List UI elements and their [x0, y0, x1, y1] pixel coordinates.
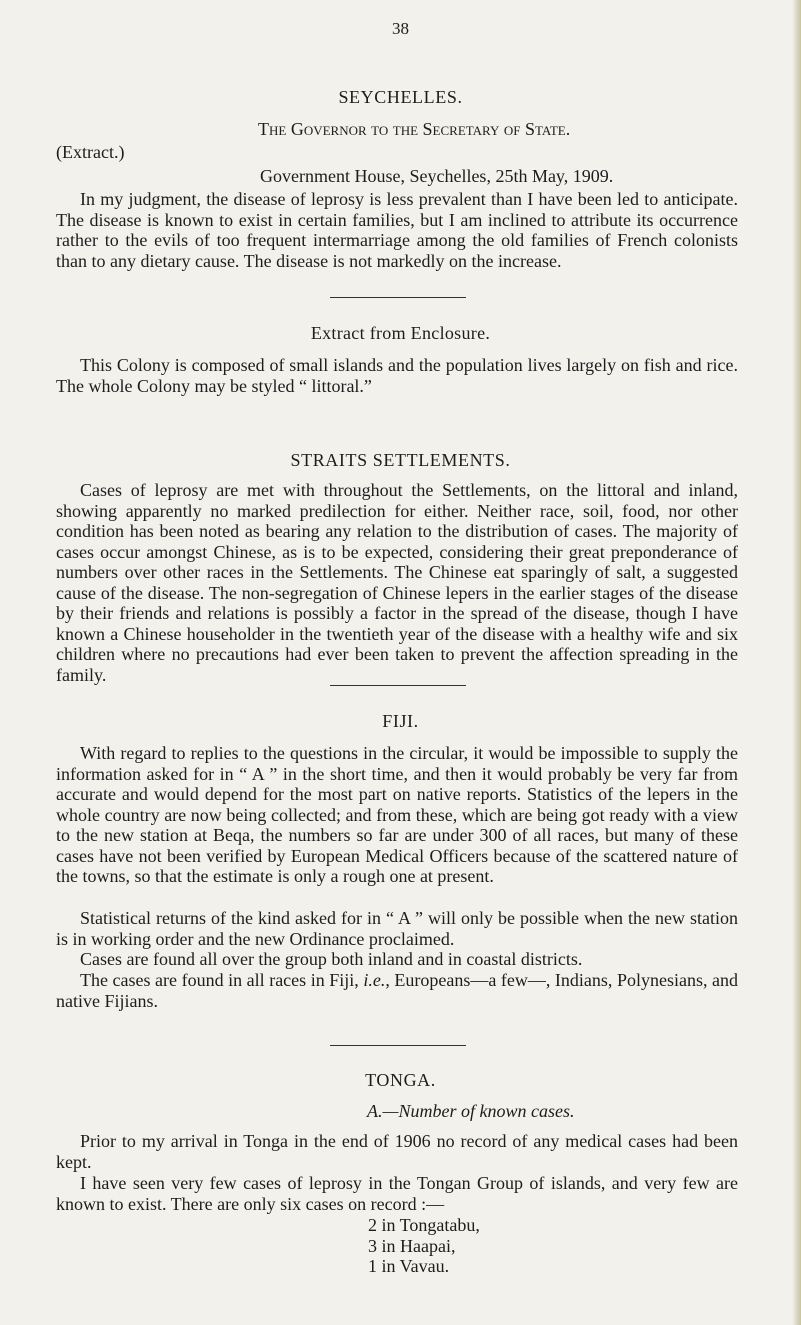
fiji-paragraph-1: With regard to replies to the questions in the circular, it would be impossible to supply the information asked for in “ A ” in the short time, and then it would probably be very far from accurate and would depend for the most part on native reports. Statistics of the lepers in the whole country are now being collected; and from these, which are being got ready with a view to the new station at Beqa, the numbers so far are under 300 of all races, but many of these cases have not been verified by European Medical Officers because of the scattered nature of the towns, so that the estimate is only a rough one at present. — [56, 743, 738, 886]
case-list-item: 1 in Vavau. — [368, 1256, 450, 1276]
seychelles-heading: SEYCHELLES. — [338, 87, 463, 107]
tonga-subheading-letter: A — [367, 1101, 378, 1121]
fiji-paragraph-4 — [56, 970, 738, 1011]
fiji-paragraph-2: Statistical returns of the kind asked for in “ A ” will only be possible when the new station is in working order and the new Ordinance proclaimed. — [56, 908, 738, 949]
enclosure-heading: Extract from Enclosure. — [310, 323, 491, 343]
fiji-p4-text-2: , Europeans—a few—, Indians, Polynesians, and native Fijians. — [56, 970, 738, 1011]
tonga-heading: TONGA. — [365, 1070, 436, 1090]
case-list-item: 3 in Haapai, — [368, 1235, 456, 1256]
tonga-subheading — [367, 1101, 575, 1122]
fiji-paragraph-3: Cases are found all over the group both inland and in coastal districts. — [80, 949, 583, 969]
section-divider — [330, 1045, 466, 1046]
tonga-paragraph-1: Prior to my arrival in Tonga in the end of 1906 no record of any medical cases had been kept. — [56, 1131, 738, 1172]
seychelles-subheading: The Governor to the Secretary of State. — [258, 119, 571, 139]
tonga-case-list — [368, 1215, 480, 1277]
straits-heading: STRAITS SETTLEMENTS. — [290, 450, 511, 470]
tonga-subheading-text: .—Number of known cases. — [378, 1101, 575, 1121]
page-number: 38 — [392, 19, 409, 38]
dateline: Government House, Seychelles, 25th May, 1909. — [260, 166, 614, 186]
tonga-paragraph-2: I have seen very few cases of leprosy in the Tongan Group of islands, and very few are known to exist. There are only six cases on record :— — [56, 1173, 738, 1214]
straits-paragraph: Cases of leprosy are met with throughout the Settlements, on the littoral and inland, showing apparently no marked predilection for either. Neither race, soil, food, nor other condition has been noted as bearing any relation to the distribution of cases. The majority of cases occur amongst Chinese, as is to be expected, considering their great preponderance of numbers over other races in the Settlements. The Chinese eat sparingly of salt, a suggested cause of the disease. The non-segregation of Chinese lepers in the earlier stages of the disease by their friends and relations is possibly a factor in the spread of the disease, though I have known a Chinese householder in the twentieth year of the disease with a healthy wife and six children where no precautions had ever been taken to prevent the affection spreading in the family. — [56, 480, 738, 685]
extract-label: (Extract.) — [56, 142, 125, 162]
enclosure-paragraph: This Colony is composed of small islands and the population lives largely on fish and rice. The whole Colony may be styled “ littoral.” — [56, 355, 738, 396]
seychelles-paragraph: In my judgment, the disease of leprosy is less prevalent than I have been led to anticipate. The disease is known to exist in certain families, but I am inclined to attribute its occurrence rather to the evils of too frequent intermarriage among the old families of French colonists than to any dietary cause. The disease is not markedly on the increase. — [56, 189, 738, 271]
page-edge-shadow — [792, 0, 801, 1325]
fiji-p4-text-1: The cases are found in all races in Fiji, — [80, 970, 364, 990]
case-list-item: 2 in Tongatabu, — [368, 1215, 480, 1235]
fiji-p4-italic: i.e. — [363, 970, 386, 990]
section-divider — [330, 297, 466, 298]
fiji-heading: FIJI. — [382, 711, 419, 731]
section-divider — [330, 685, 466, 686]
